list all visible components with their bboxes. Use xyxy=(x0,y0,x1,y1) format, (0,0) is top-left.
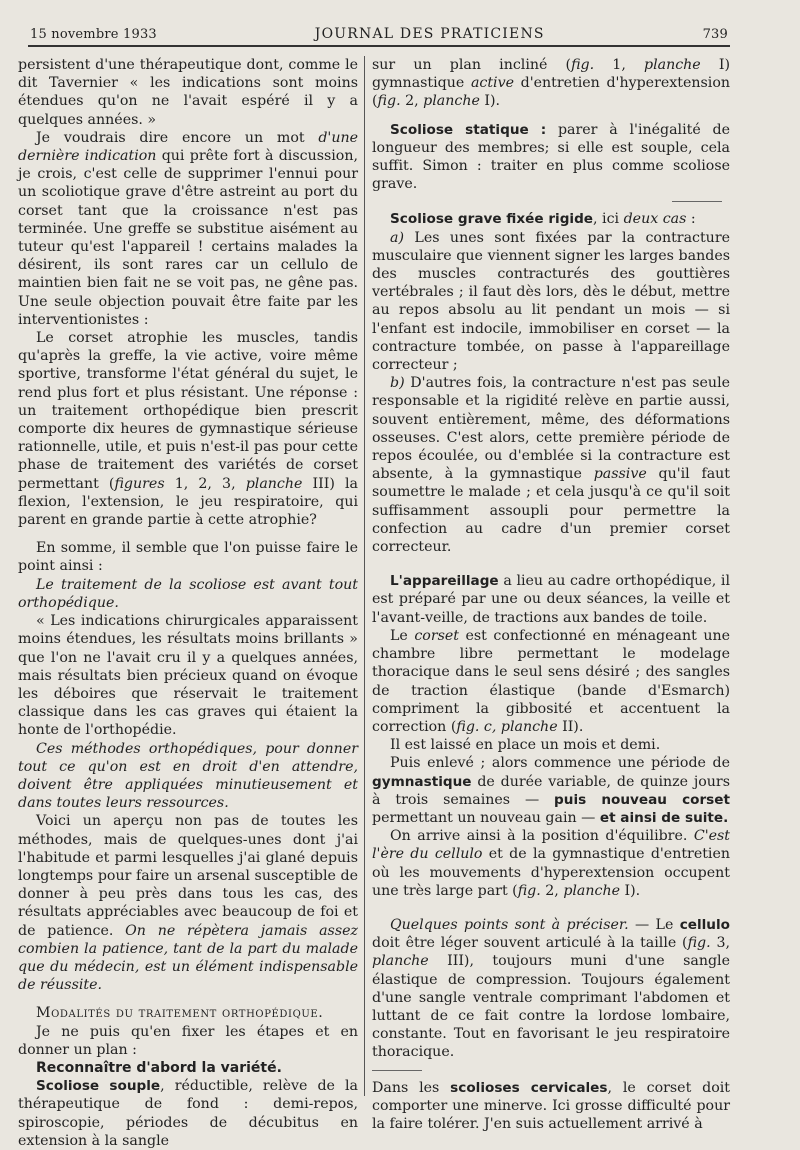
paragraph: Le corset atrophie les muscles, tandis qu'après la greffe, la vie active, voire même sportive, transforme l'état général du sujet, le rend plus fort et plus résistant. Une réponse : un traitement orthopédique bien prescrit comporte dix heures de gymnastique sérieuse rationnelle, utile, et puis n'est-il pas pour cette phase de traitement des variétés de corset permettant (figures 1, 2, 3, planche III) la flexion, l'extension, le jeu respiratoire, qui parent en grande partie à cette atrophie? xyxy=(18,330,358,529)
section-title: Modalités du traitement orthopédique. xyxy=(36,1005,324,1022)
paragraph: Ces méthodes orthopédiques, pour donner tout ce qu'on est en droit d'en attendre, doivent être appliquées minutieusement et dans toutes leurs ressources. xyxy=(18,740,358,812)
paragraph: Je ne puis qu'en fixer les étapes et en donner un plan : xyxy=(18,1023,358,1058)
paragraph: Voici un aperçu non pas de toutes les méthodes, mais de quelques-unes dont j'ai l'habitude et parmi lesquelles j'ai glané depuis longtemps pour faire un arsenal susceptible de donner à peu près dans tous les cas, des résultats appréciables avec beaucoup de foi et de patience. On ne répètera jamais assez combien la patience, tant de la part du malade que du médecin, est un élément indispensable de réussite. xyxy=(18,813,358,994)
paragraph: Scoliose statique : parer à l'inégalité de longueur des membres; si elle est souple, cela suffit. Simon : traiter en plus comme scoliose grave. xyxy=(372,121,730,193)
paragraph: Le traitement de la scoliose est avant tout orthopédique. xyxy=(18,576,358,611)
paragraph: En somme, il semble que l'on puisse faire le point ainsi : xyxy=(18,540,358,575)
page-header xyxy=(30,18,728,42)
paragraph: persistent d'une thérapeutique dont, comme le dit Tavernier « les indications sont moins étendues qu'on ne l'avait espéré il y a quelques années. » xyxy=(18,57,358,128)
column-divider xyxy=(364,56,365,1096)
paragraph: Quelques points sont à préciser. — Le cellulo doit être léger souvent articulé à la taille (fig. 3, planche III), toujours muni d'une sangle élastique de compression. Toujours également d'une sangle ventrale comprimant l'abdomen et luttant de ce fait contre la lordose lombaire, constante. Tout en favorisant le jeu respiratoire thoracique. xyxy=(372,916,730,1061)
paragraph: Je voudrais dire encore un mot d'une dernière indication qui prête fort à discussion, je crois, c'est celle de supprimer l'ennui pour un scoliotique grave d'être astreint au port du corset tant que la croissance n'est pas terminée. Une greffe se substitue aisément au tuteur qu'est l'appareil ! certains malades la désirent, ils sont rares car un cellulo de maintien bien fait ne se voit pas, ne gêne pas. Une seule objection pouvait être faite par les interventionistes : xyxy=(18,129,358,328)
subheading: Reconnaître d'abord la variété. xyxy=(36,1059,282,1076)
paragraph: « Les indications chirurgicales apparaissent moins étendues, les résultats moins brillants » que l'on ne l'avait cru il y a quelques années, mais résultats bien précieux quand on évoque les déboires que réservait le traitement classique dans les cas graves qui étaient la honte de l'orthopédie. xyxy=(18,613,358,739)
paragraph: sur un plan incliné (fig. 1, planche I) gymnastique active d'entretien d'hyperextension (fig. 2, planche I). xyxy=(372,57,730,110)
journal-title: JOURNAL DES PRATICIENS xyxy=(314,26,545,42)
header-rule xyxy=(28,45,730,47)
separator xyxy=(372,1070,422,1071)
paragraph: a) Les unes sont fixées par la contracture musculaire que viennent signer les larges bandes des muscles contracturés des gouttières vertébrales ; il faut dès lors, dès le début, mettre au repos absolu au lit pendant un mois — si l'enfant est indocile, immobiliser en corset — la contracture tombée, on passe à l'appareillage correcteur ; xyxy=(372,229,730,374)
right-column xyxy=(372,56,730,1133)
paragraph: b) D'autres fois, la contracture n'est pas seule responsable et la rigidité relève en partie aussi, souvent entièrement, même, des déformations osseuses. C'est alors, cette première période de repos écoulée, ou d'emblée si la contracture est absente, à la gymnastique passive qu'il faut soumettre le malade ; et cela jusqu'à ce qu'il soit suffisamment assoupli pour permettre la confection au cadre d'un premier corset correcteur. xyxy=(372,375,730,556)
separator xyxy=(672,201,722,202)
paragraph: On arrive ainsi à la position d'équilibre. C'est l'ère du cellulo et de la gymnastique d'entretien où les mouvements d'hyperextension occupent une très large part (fig. 2, planche I). xyxy=(372,828,730,899)
margin-annotation-marks xyxy=(2,250,14,440)
paragraph: Le corset est confectionné en ménageant une chambre libre permettant le modelage thoracique dans le seul sens désiré ; des sangles de traction élastique (bande d'Esmarch) compriment la gibbosité et accentuent la correction (fig. c, planche II). xyxy=(372,627,730,735)
header-date: 15 novembre 1933 xyxy=(30,27,157,42)
paragraph: Scoliose souple, réductible, relève de la thérapeutique de fond : demi-repos, spiroscopie, périodes de décubitus en extension à la sangle xyxy=(18,1078,358,1149)
paragraph: Puis enlevé ; alors commence une période de gymnastique de durée variable, de quinze jours à trois semaines — puis nouveau corset permettant un nouveau gain — et ainsi de suite. xyxy=(372,755,730,826)
paragraph: Scoliose grave fixée rigide, ici deux cas : xyxy=(390,211,696,228)
paragraph: Il est laissé en place un mois et demi. xyxy=(390,737,661,754)
paragraph: Dans les scolioses cervicales, le corset doit comporter une minerve. Ici grosse difficulté pour la faire tolérer. J'en suis actuellement arrivé à xyxy=(372,1079,730,1132)
paragraph: L'appareillage a lieu au cadre orthopédique, il est préparé par une ou deux séances, la veille et l'avant-veille, de tractions aux bandes de toile. xyxy=(372,573,730,626)
left-column xyxy=(18,56,358,1150)
page-number: 739 xyxy=(702,27,728,42)
